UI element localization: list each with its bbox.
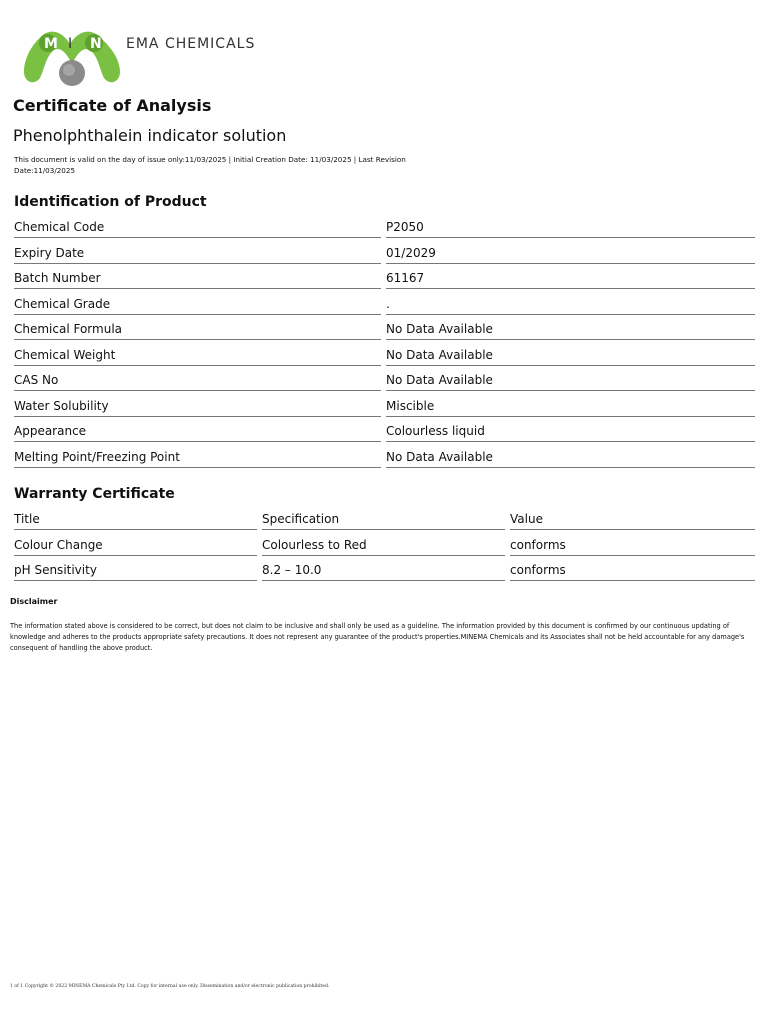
product-name: Phenolphthalein indicator solution <box>13 126 287 145</box>
row-value: Miscible <box>386 395 755 417</box>
identification-heading: Identification of Product <box>14 194 207 210</box>
table-row <box>14 216 755 242</box>
table-row <box>14 446 755 472</box>
page-footer: 1 of 1 Copyright © 2022 MINEMA Chemicals Pty Ltd. Copy for internal use only. Dissemination and/or electronic publication prohibited. <box>10 984 330 989</box>
disclaimer-text: The information stated above is considered to be correct, but does not claim to be inclusive and shall only be used as a guideline. The information provided by this document is confirmed by our continuous updating of knowledge and adheres to the products appropriate safety precautions. It does not represent any guarantee of the product's properties.MINEMA Chemicals and its Associates shall not be held accountable for any damage's consequent of handling the above product. <box>10 622 745 652</box>
row-value: No Data Available <box>386 446 755 468</box>
row-value: 61167 <box>386 267 755 289</box>
warranty-table <box>14 508 755 585</box>
row-value: P2050 <box>386 216 755 238</box>
row-label: Chemical Weight <box>14 344 381 366</box>
logo-letter-i: I <box>68 36 74 52</box>
row-value: No Data Available <box>386 344 755 366</box>
table-row <box>14 420 755 446</box>
column-header-title: Title <box>14 508 257 530</box>
cell-specification: 8.2 – 10.0 <box>262 559 505 581</box>
logo-wordmark: EMA CHEMICALS <box>126 36 256 52</box>
table-row <box>14 318 755 344</box>
row-label: Melting Point/Freezing Point <box>14 446 381 468</box>
row-label: Water Solubility <box>14 395 381 417</box>
row-label: Batch Number <box>14 267 381 289</box>
row-value: 01/2029 <box>386 242 755 264</box>
page-title: Certificate of Analysis <box>13 96 212 115</box>
identification-table <box>14 216 755 471</box>
row-label: Chemical Grade <box>14 293 381 315</box>
column-header-value: Value <box>510 508 755 530</box>
table-row <box>14 534 755 560</box>
logo-letter-n: N <box>90 36 103 52</box>
table-header-row <box>14 508 755 534</box>
table-row <box>14 267 755 293</box>
row-value: No Data Available <box>386 318 755 340</box>
row-label: Chemical Formula <box>14 318 381 340</box>
cell-title: pH Sensitivity <box>14 559 257 581</box>
validity-note: This document is valid on the day of issue only:11/03/2025 | Initial Creation Date: 11/03/2025 | Last Revision Date:11/03/2025 <box>14 155 406 175</box>
company-logo <box>20 26 280 88</box>
logo-letter-m: M <box>44 36 59 52</box>
table-row <box>14 395 755 421</box>
logo-mark-icon <box>20 26 130 88</box>
cell-title: Colour Change <box>14 534 257 556</box>
row-label: CAS No <box>14 369 381 391</box>
cell-value: conforms <box>510 534 755 556</box>
row-value: Colourless liquid <box>386 420 755 442</box>
row-value: No Data Available <box>386 369 755 391</box>
table-row <box>14 559 755 585</box>
disclaimer-heading: Disclaimer <box>10 597 58 606</box>
table-row <box>14 344 755 370</box>
table-row <box>14 369 755 395</box>
column-header-specification: Specification <box>262 508 505 530</box>
row-label: Chemical Code <box>14 216 381 238</box>
cell-specification: Colourless to Red <box>262 534 505 556</box>
row-label: Appearance <box>14 420 381 442</box>
row-value: . <box>386 293 755 315</box>
table-row <box>14 293 755 319</box>
table-row <box>14 242 755 268</box>
row-label: Expiry Date <box>14 242 381 264</box>
cell-value: conforms <box>510 559 755 581</box>
warranty-heading: Warranty Certificate <box>14 486 175 502</box>
